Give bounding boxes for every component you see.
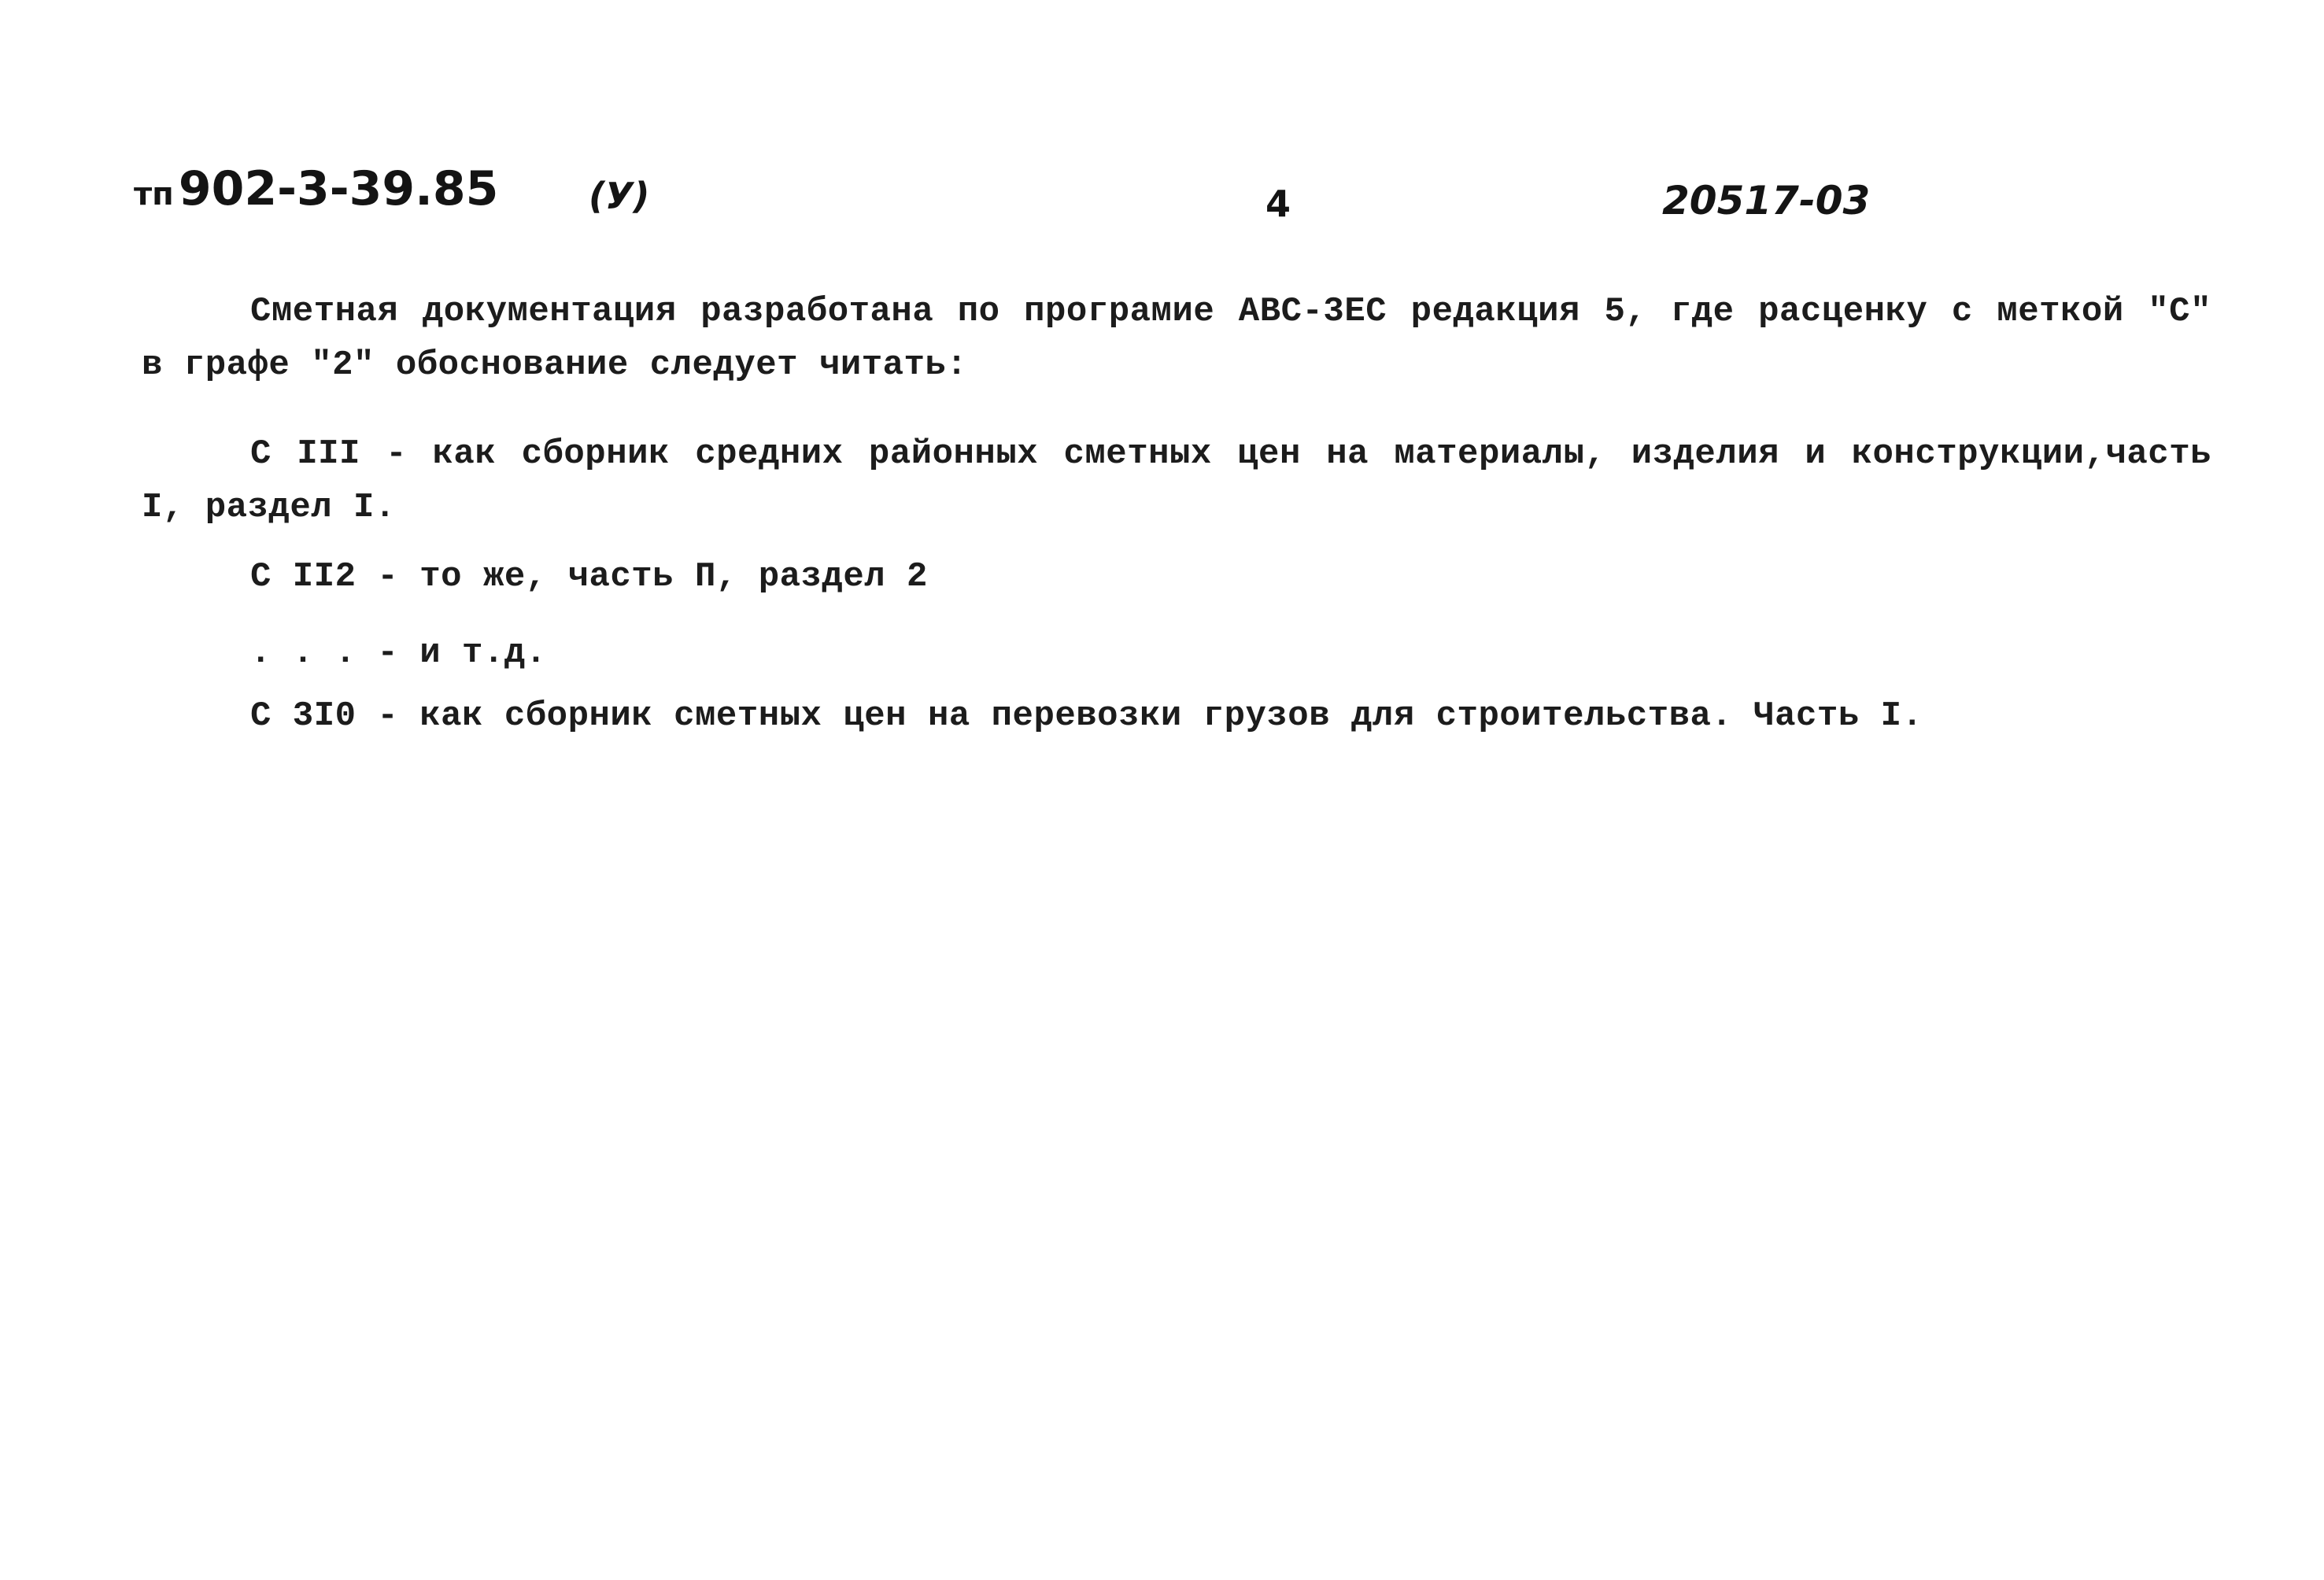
doc-number: 902-3-39.85 [178,161,499,216]
item-paragraph: С III - как сборник средних районных сметных цен на материалы, изделия и конструкции,часть I, раздел I. [142,434,2211,527]
doc-mark: (У) [589,175,650,217]
item-paragraph: С 3I0 - как сборник сметных цен на перевозки грузов для строительства. Часть I. [250,696,1923,736]
item-paragraph: . . . - и т.д. [250,633,547,673]
intro-paragraph: Сметная документация разработана по програмие АВС-3ЕС редакция 5, где расценку с меткой "С" в графе "2" обоснование следует читать: [142,292,2211,385]
item-paragraph: С II2 - то же, часть П, раздел 2 [250,557,928,596]
archive-code: 20517-03 [1662,178,1871,223]
page-number: 4 [1265,183,1291,225]
doc-prefix: тп [134,176,174,212]
document-designation [134,161,498,216]
